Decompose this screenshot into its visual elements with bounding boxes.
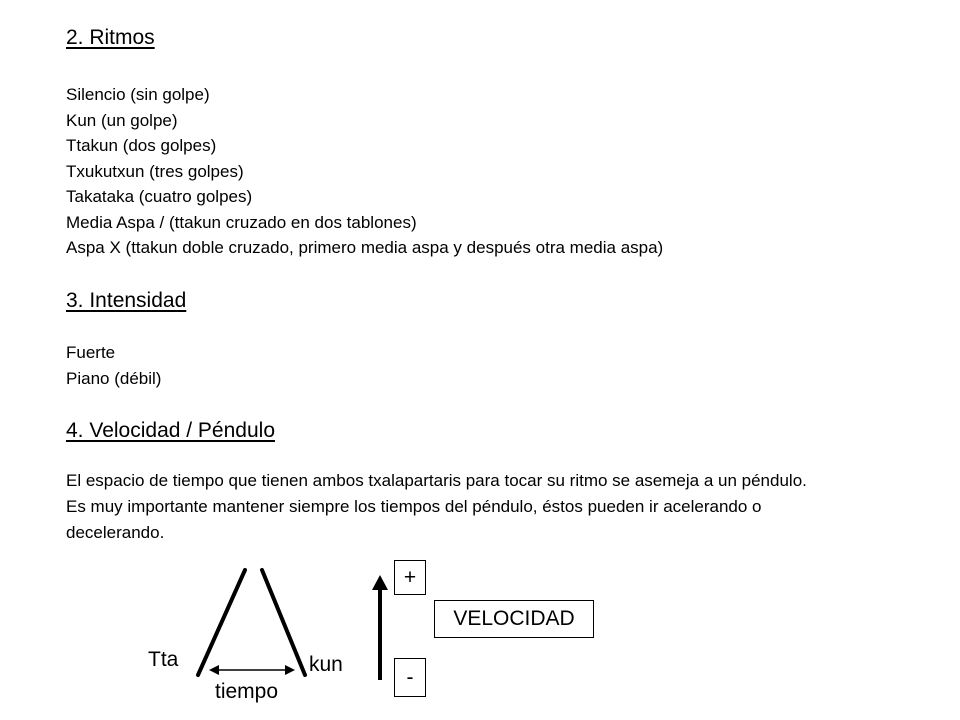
list-item: Takataka (cuatro golpes) (66, 187, 253, 206)
heading-intensidad: 3. Intensidad (66, 289, 187, 312)
velocidad-arrowhead (372, 575, 388, 590)
label-tta: Tta (148, 648, 179, 671)
velocidad-paragraph: El espacio de tiempo que tienen ambos txalapartaris para tocar su ritmo se asemeja a un péndulo. Es muy importante mantener siempre los tiempos del péndulo, éstos pueden ir acelerando o decelerando. (66, 471, 807, 542)
list-item: Kun (un golpe) (66, 110, 178, 130)
velocidad-box: VELOCIDAD (434, 600, 594, 638)
pendulum-right-line (262, 570, 305, 675)
label-tiempo: tiempo (215, 680, 279, 703)
heading-ritmos: 2. Ritmos (66, 26, 155, 49)
list-item: Media Aspa / (ttakun cruzado en dos tablones) (66, 212, 417, 232)
list-item: Fuerte (66, 343, 116, 362)
list-item: Ttakun (dos golpes) (66, 136, 217, 155)
list-item: Silencio (sin golpe) (66, 85, 210, 104)
list-item: Piano (débil) (66, 368, 162, 388)
list-item: Txukutxun (tres golpes) (66, 161, 244, 181)
label-kun: kun (309, 653, 343, 676)
list-item: Aspa X (ttakun doble cruzado, primero media aspa y después otra media aspa) (66, 238, 664, 257)
plus-box: + (394, 560, 426, 595)
pendulum-left-line (198, 570, 245, 675)
minus-box: - (394, 658, 426, 697)
heading-velocidad: 4. Velocidad / Péndulo (66, 419, 275, 442)
